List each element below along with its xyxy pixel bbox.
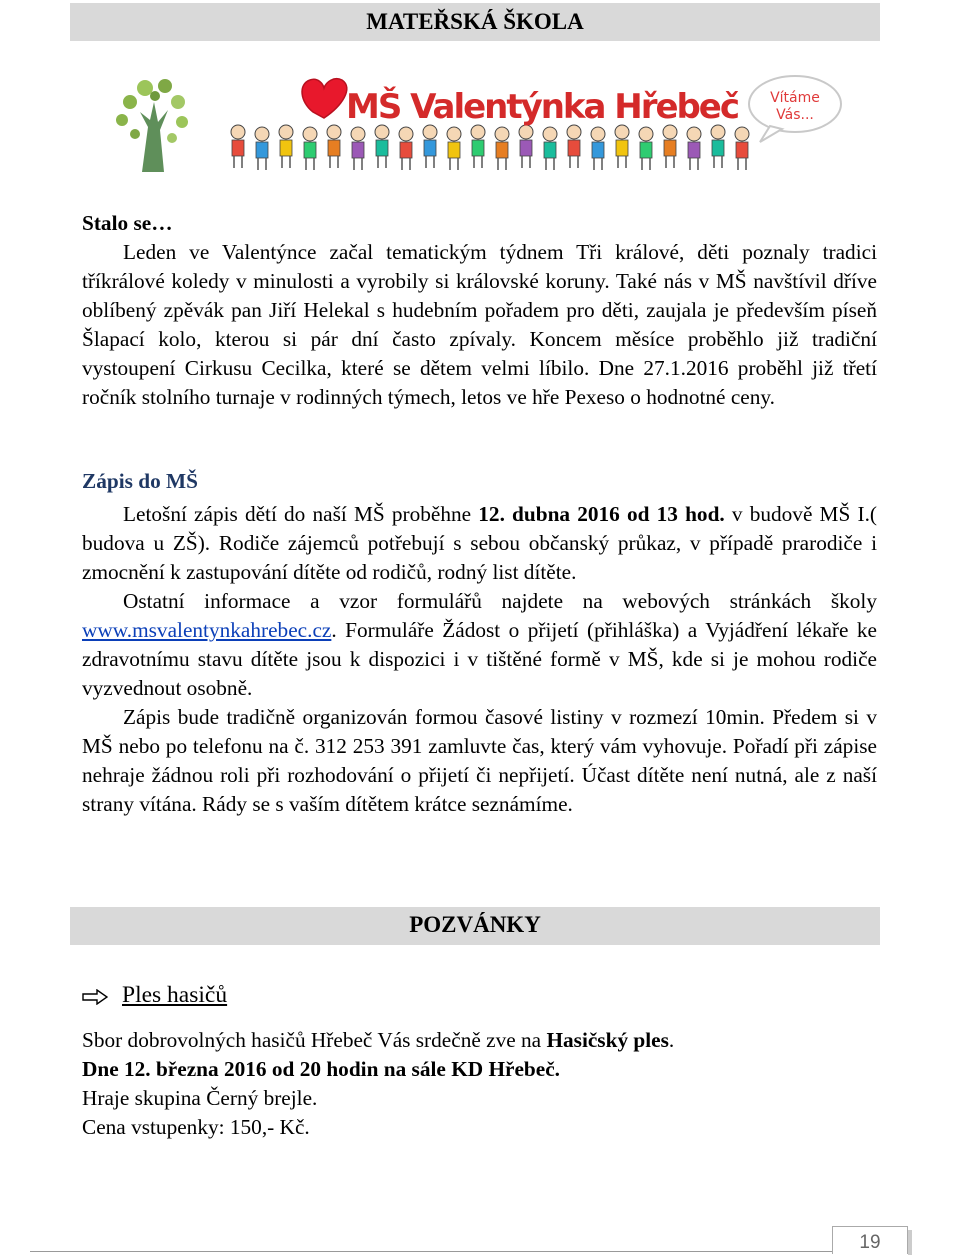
news-heading: Stalo se… — [82, 211, 173, 235]
heart-icon — [302, 79, 347, 118]
section-header-materska-skola — [70, 3, 880, 41]
arrow-right-icon — [82, 978, 122, 1012]
school-website-link[interactable]: www.msvalentynkahrebec.cz — [82, 618, 332, 642]
invitation-band-line: Hraje skupina Černý brejle. — [82, 1086, 318, 1110]
enrolment-section — [82, 467, 877, 819]
invitation-line-1 — [82, 1026, 877, 1055]
children-illustration — [231, 125, 749, 170]
section-title: MATEŘSKÁ ŠKOLA — [366, 9, 584, 34]
bubble-line-1: Vítáme — [770, 90, 820, 106]
enrolment-p1-text-a: Letošní zápis dětí do naší MŠ proběhne — [123, 502, 479, 526]
page-number: 19 — [832, 1226, 908, 1254]
invitation-price-line: Cena vstupenky: 150,- Kč. — [82, 1115, 310, 1139]
enrolment-paragraph-3: Zápis bude tradičně organizován formou časové listiny v rozmezí 10min. Předem si v MŠ nebo po telefonu na č. 312 253 391 zamluvte čas, který vám vyhovuje. Pořadí při zápise nehraje žádnou roli při rozhodování o přijetí či nepřijetí. Účast dítěte není nutná, ale z naší strany vítána. Rády se s vaším dítětem krátce seznámíme. — [82, 705, 877, 816]
bubble-line-2: Vás... — [776, 107, 814, 123]
section-header-pozvanky — [70, 907, 880, 945]
invitation-line-1-b: . — [668, 1028, 675, 1052]
section-title: POZVÁNKY — [409, 912, 541, 937]
enrolment-paragraph-1 — [82, 500, 877, 587]
news-paragraph: Leden ve Valentýnce začal tematickým týdnem Tři králové, děti poznaly tradici tříkrálové koledy v minulosti a vyrobily si královské koruny. Také nás v MŠ navštívil dříve oblíbený zpěvák pan Jiří Helekal s hudebním pořadem pro děti, zaujala je především píseň Šlapací kolo, kterou si pár dní často zpívaly. Koncem měsíce proběhlo již tradiční vystoupení Cirkusu Cecilka, které se dětem velmi líbilo. Dne 27.1.2016 proběhl již třetí ročník stolního turnaje v rodinných týmech, letos ve hře Pexeso o hodnotné ceny. — [82, 240, 877, 409]
enrolment-p2-text-a: Ostatní informace a vzor formulářů najdete na webových stránkách školy — [123, 589, 877, 613]
news-section — [82, 209, 877, 412]
footer-rule — [30, 1251, 910, 1252]
enrolment-p2-text-b: . Formuláře Žádost o přijetí (přihláška) a Vyjádření lékaře ke zdravotnímu stavu dítěte jsou k dispozici i v tištěné formě v MŠ, kde si je mohou rodiče vyzvednout osobně. — [82, 618, 877, 700]
logo-text: MŠ Valentýnka Hřebeč — [346, 87, 740, 127]
invitation-item — [82, 978, 877, 1142]
enrolment-date: 12. dubna 2016 od 13 hod. — [478, 502, 725, 526]
speech-bubble-icon — [749, 76, 841, 142]
invitation-line-1-a: Sbor dobrovolných hasičů Hřebeč Vás srdečně zve na — [82, 1028, 547, 1052]
enrolment-heading: Zápis do MŠ — [82, 469, 198, 493]
school-logo — [110, 72, 850, 182]
invitation-event-name: Hasičský ples — [546, 1028, 669, 1052]
invitation-date-line: Dne 12. března 2016 od 20 hodin na sále KD Hřebeč. — [82, 1057, 561, 1081]
enrolment-paragraph-2 — [82, 587, 877, 703]
invitation-title: Ples hasičů — [122, 982, 228, 1008]
enrolment-p1-text-b: v budově MŠ I.( budova u ZŠ). Rodiče zájemců potřebují s sebou občanský průkaz, v případě prarodiče i zmocnění k zastupování dítěte od rodičů, rodný list dítěte. — [82, 502, 877, 584]
tree-icon — [116, 79, 188, 172]
